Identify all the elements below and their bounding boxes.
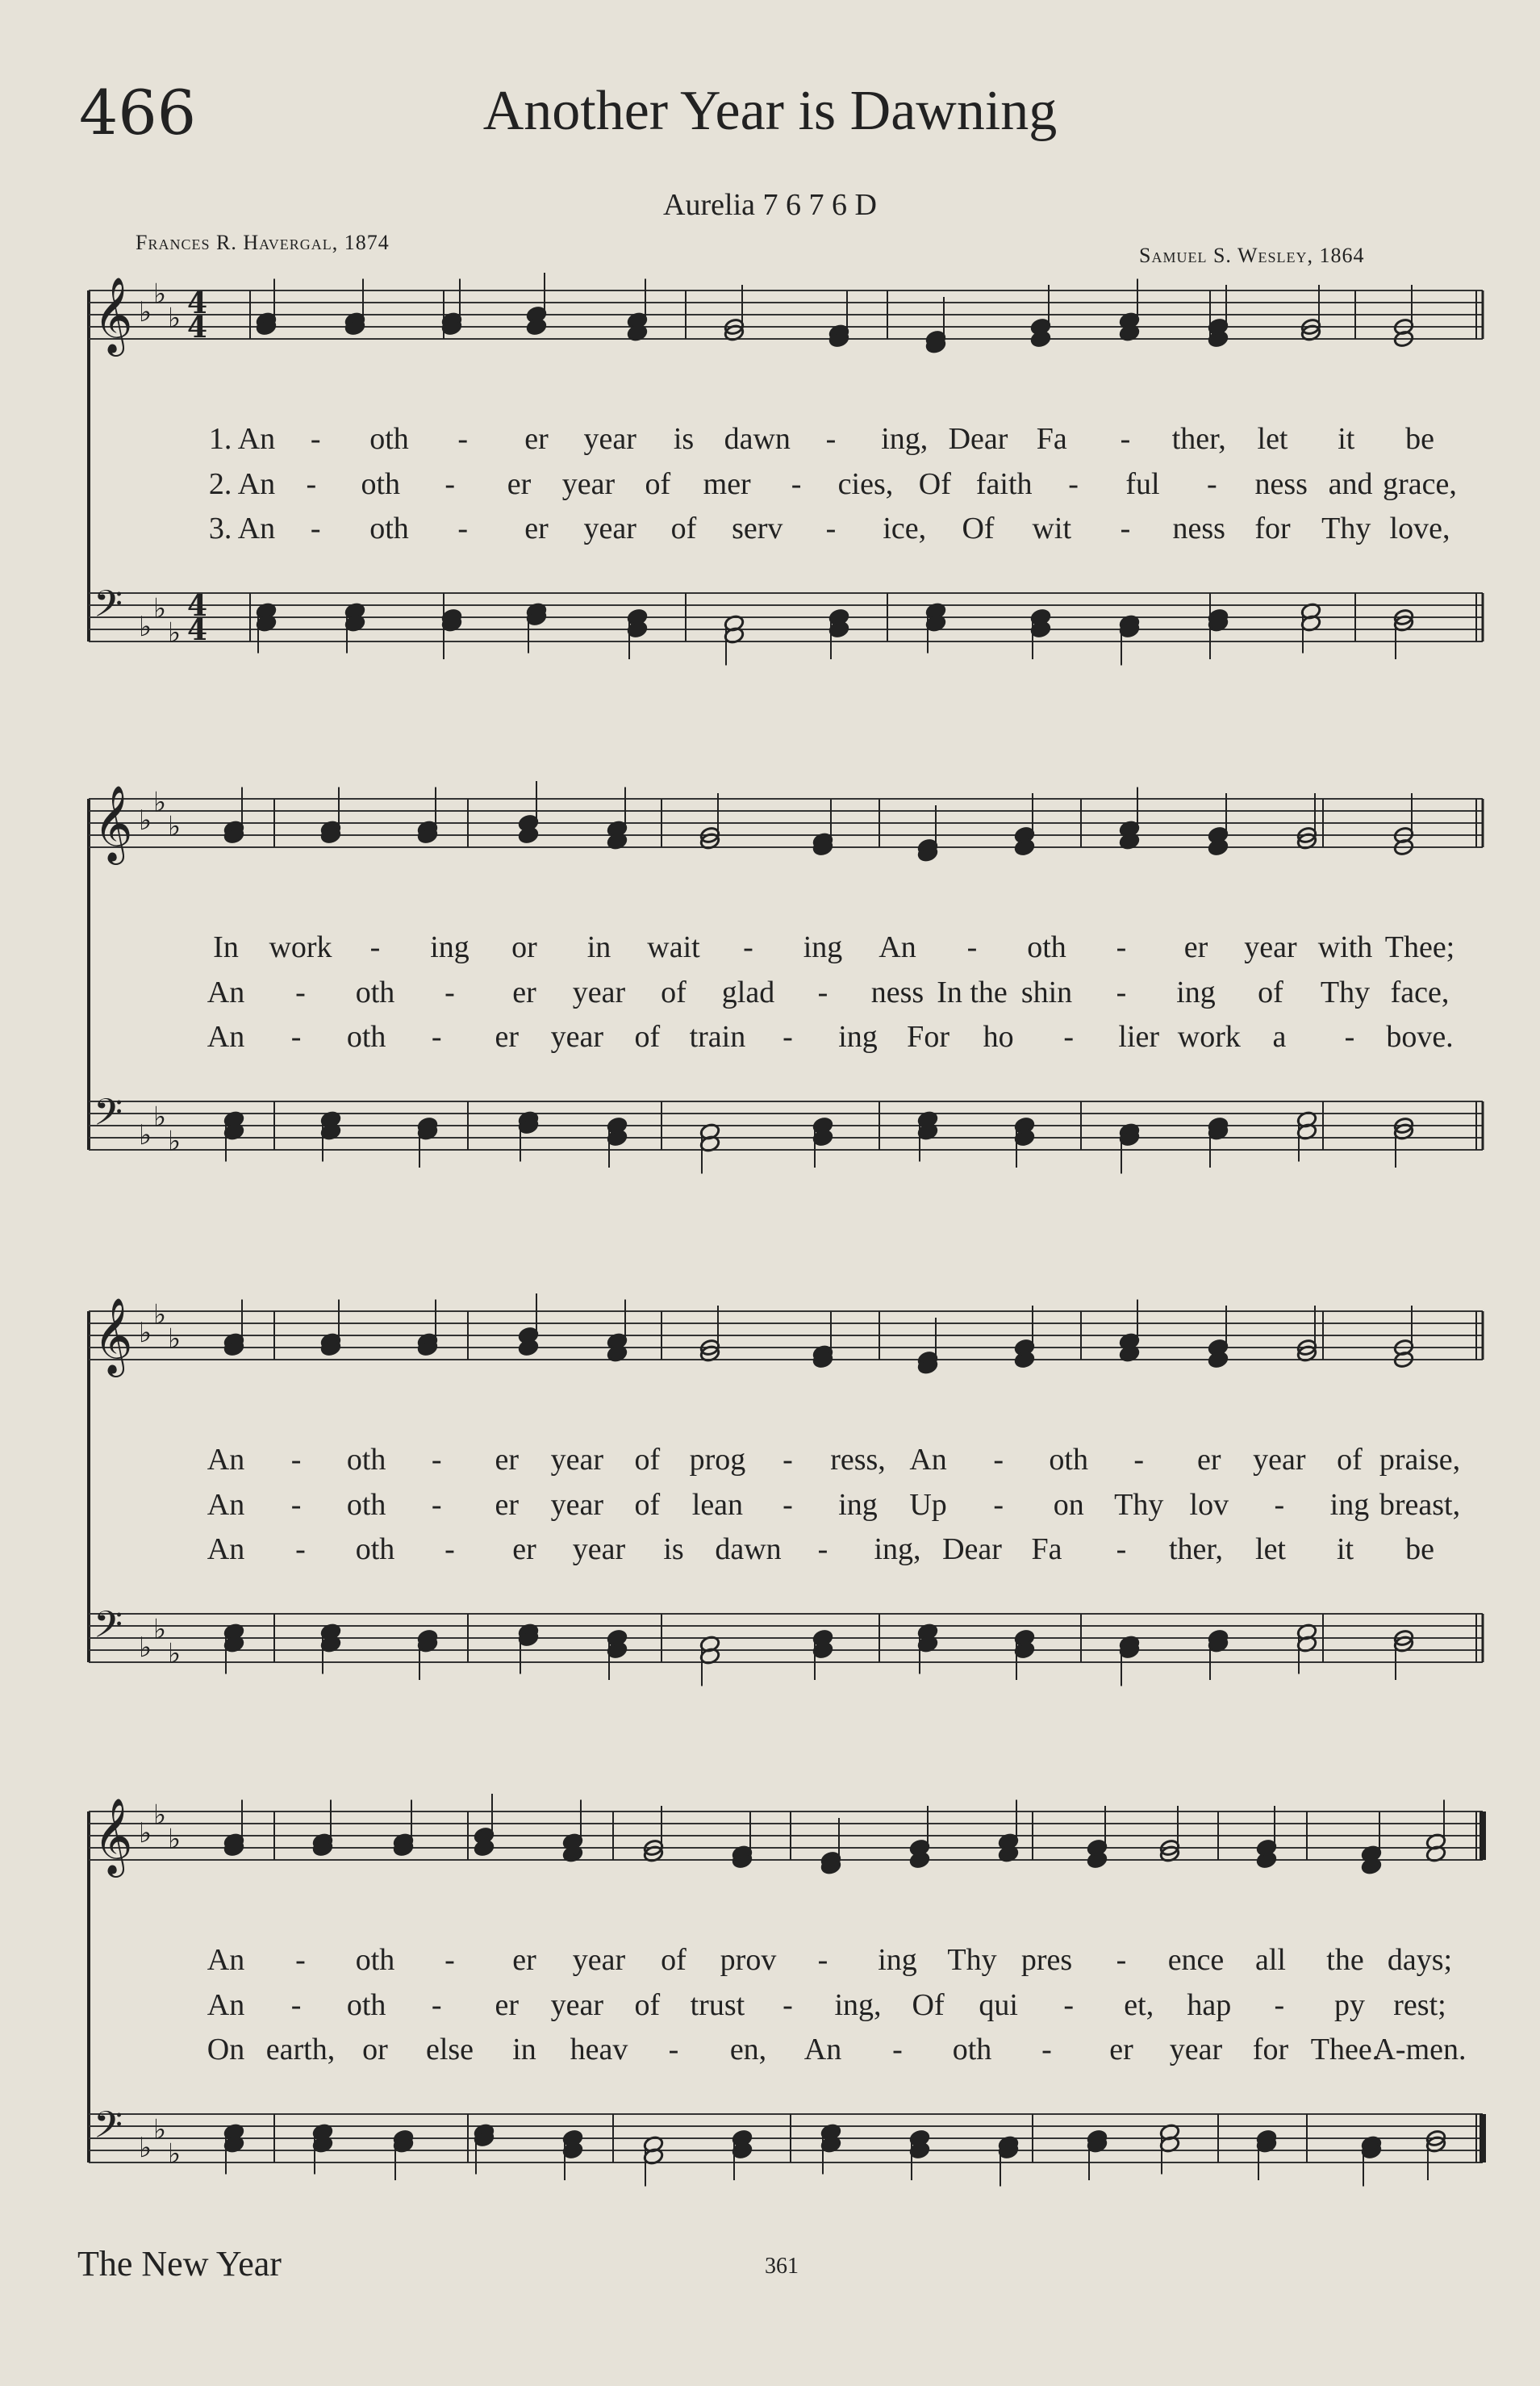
bass-staff	[89, 583, 1483, 666]
bass-staff	[89, 2104, 1483, 2187]
lyric-syllable: -	[1116, 930, 1127, 964]
lyric-syllable: shin	[1020, 976, 1073, 1009]
lyric-syllable: Of	[962, 512, 995, 545]
lyric-syllable: year	[583, 512, 636, 545]
lyric-syllable: -	[290, 1988, 302, 2022]
lyric-syllable: ress,	[830, 1443, 886, 1477]
lyric-syllable: lier	[1118, 1020, 1160, 1054]
lyric-syllable: er	[1197, 1443, 1221, 1477]
lyric-syllable: ful	[1125, 467, 1160, 501]
lyric-syllable: ence	[1167, 1943, 1225, 1977]
flat-icon: ♭	[139, 1317, 152, 1349]
page-number: 361	[765, 2254, 799, 2279]
flat-icon: ♭	[168, 302, 182, 335]
lyric-syllable: in	[586, 930, 611, 964]
author-credit: Frances R. Havergal, 1874	[136, 231, 390, 254]
lyric-syllable: er	[1183, 930, 1208, 964]
lyric-syllable: -	[295, 976, 306, 1009]
lyric-syllable: -	[817, 1943, 828, 1977]
lyric-syllable: er	[495, 1488, 519, 1522]
lyric-syllable: bove.	[1386, 1020, 1454, 1054]
lyric-syllable: of	[634, 1020, 661, 1054]
lyric-syllable: -	[1207, 467, 1217, 501]
lyric-syllable: er	[495, 1443, 519, 1477]
lyric-syllable: et,	[1124, 1988, 1154, 2022]
flat-icon: ♭	[153, 1101, 167, 1134]
lyric-syllable: er	[524, 512, 549, 545]
lyric-syllable: -	[1063, 1988, 1075, 2022]
lyric-syllable: -	[966, 930, 978, 964]
lyric-syllable: oth	[1027, 930, 1066, 964]
flat-icon: ♭	[168, 1823, 182, 1856]
lyric-syllable: be	[1405, 1532, 1434, 1566]
lyric-syllable: on	[1053, 1488, 1084, 1522]
lyric-syllable: -	[825, 512, 837, 545]
lyric-syllable: -	[444, 1943, 455, 1977]
tune-name-meter: Aurelia 7 6 7 6 D	[663, 188, 877, 222]
lyric-syllable: er	[512, 976, 536, 1009]
lyric-syllable: ing	[838, 1488, 878, 1522]
flat-icon: ♭	[153, 1799, 167, 1832]
lyric-syllable: Thy	[1320, 976, 1371, 1009]
lyric-syllable: glad	[721, 976, 775, 1009]
lyric-syllable: -	[1063, 1020, 1075, 1054]
lyric-syllable: oth	[346, 1988, 386, 2022]
lyric-syllable: -	[1344, 1020, 1355, 1054]
lyric-syllable: oth	[355, 1943, 395, 1977]
flat-icon: ♭	[139, 2132, 152, 2164]
lyric-syllable: -	[892, 2033, 903, 2066]
lyric-syllable: er	[507, 467, 532, 501]
footer-category: The New Year	[77, 2244, 282, 2284]
lyric-syllable: -	[290, 1488, 302, 1522]
flat-icon: ♭	[139, 804, 152, 837]
lyric-syllable: rest;	[1393, 1988, 1446, 2022]
lyric-syllable: of	[661, 1943, 687, 1977]
lyric-syllable: and	[1328, 467, 1373, 501]
lyric-syllable: ice,	[883, 512, 927, 545]
lyric-syllable: ness	[870, 976, 924, 1009]
lyric-syllable: Of	[918, 467, 951, 501]
lyric-syllable: An	[909, 1443, 947, 1477]
lyric-syllable: Dear	[948, 422, 1008, 456]
lyric-syllable: -	[1120, 422, 1131, 456]
lyric-syllable: qui	[979, 1988, 1018, 2022]
lyric-syllable: or	[511, 930, 537, 964]
lyric-syllable: year	[572, 976, 626, 1009]
treble-clef-icon: 𝄞	[94, 1297, 133, 1374]
lyric-syllable: -	[431, 1988, 442, 2022]
lyric-syllable: -	[295, 1943, 306, 1977]
lyric-syllable: -	[791, 467, 802, 501]
lyric-syllable: pres	[1020, 1943, 1073, 1977]
lyric-syllable: 3. An	[208, 512, 276, 545]
hymn-title: Another Year is Dawning	[482, 80, 1058, 142]
flat-icon: ♭	[168, 616, 182, 650]
lyric-syllable: An	[207, 1020, 245, 1054]
treble-staff	[89, 781, 1483, 865]
lyric-syllable: Up	[909, 1488, 947, 1522]
lyric-syllable: praise,	[1379, 1443, 1461, 1477]
lyric-syllable: -	[1116, 1943, 1127, 1977]
lyric-syllable: wait	[647, 930, 700, 964]
lyric-syllable: hap	[1187, 1988, 1232, 2022]
lyric-syllable: -	[993, 1488, 1004, 1522]
lyric-syllable: year	[550, 1443, 603, 1477]
lyric-syllable: -	[817, 1532, 828, 1566]
lyric-syllable: -	[431, 1020, 442, 1054]
lyric-syllable: An	[803, 2033, 842, 2066]
lyric-syllable: -	[825, 422, 837, 456]
lyric-syllable: let	[1257, 422, 1288, 456]
lyric-syllable: oth	[346, 1020, 386, 1054]
lyric-syllable: en,	[729, 2033, 767, 2066]
treble-staff	[89, 1794, 1483, 1878]
lyric-syllable: year	[572, 1943, 626, 1977]
lyric-syllable: love,	[1389, 512, 1450, 545]
lyric-syllable: ing,	[881, 422, 929, 456]
lyric-syllable: ing	[430, 930, 470, 964]
lyric-syllable: An	[207, 1488, 245, 1522]
lyric-syllable: oth	[346, 1488, 386, 1522]
verse-line-2	[0, 1487, 1540, 1527]
lyric-syllable: In	[213, 930, 239, 964]
treble-staff	[89, 1293, 1483, 1377]
lyric-syllable: -	[783, 1488, 793, 1522]
flat-icon: ♭	[153, 1613, 167, 1646]
lyric-syllable: ness	[1172, 512, 1225, 545]
lyric-syllable: year	[550, 1020, 603, 1054]
lyric-syllable: dawn	[724, 422, 791, 456]
lyric-syllable: -	[1120, 512, 1131, 545]
lyric-syllable: Thy	[1114, 1488, 1164, 1522]
flat-icon: ♭	[168, 1125, 182, 1158]
lyric-syllable: of	[1337, 1443, 1363, 1477]
lyric-syllable: ness	[1254, 467, 1308, 501]
lyric-syllable: er	[512, 1532, 536, 1566]
lyric-syllable: year	[1253, 1443, 1306, 1477]
lyric-syllable: year	[1169, 2033, 1223, 2066]
lyric-syllable: lean	[691, 1488, 744, 1522]
lyric-syllable: the	[1326, 1943, 1364, 1977]
bass-clef-icon: 𝄢	[94, 2104, 123, 2156]
lyric-syllable: er	[1109, 2033, 1133, 2066]
flat-icon: ♭	[153, 2113, 167, 2146]
flat-icon: ♭	[168, 1323, 182, 1356]
bass-staff	[89, 1603, 1483, 1686]
lyric-syllable: -	[431, 1443, 442, 1477]
lyric-syllable: An	[207, 1532, 245, 1566]
treble-staff	[89, 273, 1483, 357]
hymn-number: 466	[79, 77, 197, 148]
lyric-syllable: er	[524, 422, 549, 456]
verse-line-3	[0, 2032, 1540, 2072]
lyric-syllable: breast,	[1379, 1488, 1461, 1522]
lyric-syllable: Thy	[1321, 512, 1371, 545]
bass-clef-icon: 𝄢	[94, 1091, 123, 1143]
bass-clef-icon: 𝄢	[94, 1603, 123, 1656]
lyric-syllable: ing	[1176, 976, 1216, 1009]
lyric-syllable: of	[645, 467, 671, 501]
lyric-syllable: er	[495, 1988, 519, 2022]
lyric-syllable: oth	[355, 976, 395, 1009]
lyric-syllable: oth	[369, 422, 409, 456]
lyric-syllable: oth	[346, 1443, 386, 1477]
lyric-syllable: for	[1252, 2033, 1289, 2066]
lyric-syllable: -	[1041, 2033, 1052, 2066]
lyric-syllable: prog	[689, 1443, 746, 1477]
lyric-syllable: wit	[1032, 512, 1072, 545]
time-signature-digit: 4	[187, 589, 208, 623]
treble-clef-icon: 𝄞	[94, 277, 133, 353]
lyric-syllable: work	[1177, 1020, 1241, 1054]
lyric-syllable: prov	[720, 1943, 777, 1977]
lyric-syllable: year	[550, 1488, 603, 1522]
lyric-syllable: it	[1338, 422, 1355, 456]
lyric-syllable: -	[306, 467, 317, 501]
lyric-syllable: -	[993, 1443, 1004, 1477]
lyric-syllable: ther,	[1168, 1532, 1224, 1566]
verse-line-2	[0, 1987, 1540, 2028]
lyric-syllable: -	[444, 467, 455, 501]
lyric-syllable: An	[207, 1443, 245, 1477]
lyric-syllable: An	[207, 1988, 245, 2022]
lyric-syllable: for	[1254, 512, 1291, 545]
lyric-syllable: -	[1133, 1443, 1145, 1477]
flat-icon: ♭	[153, 592, 167, 625]
lyric-syllable: year	[572, 1532, 626, 1566]
lyric-syllable: train	[689, 1020, 746, 1054]
lyric-syllable: a	[1272, 1020, 1287, 1054]
lyric-syllable: oth	[361, 467, 401, 501]
treble-clef-icon: 𝄞	[94, 1798, 133, 1874]
lyric-syllable: else	[425, 2033, 474, 2066]
lyric-syllable: it	[1336, 1532, 1354, 1566]
lyric-syllable: -	[1068, 467, 1079, 501]
lyric-syllable: ho	[983, 1020, 1014, 1054]
composer-credit: Samuel S. Wesley, 1864	[1139, 244, 1365, 267]
lyric-syllable: For	[907, 1020, 949, 1054]
lyric-syllable: work	[269, 930, 332, 964]
lyric-syllable: 1. An	[208, 422, 276, 456]
lyric-syllable: er	[512, 1943, 536, 1977]
lyric-syllable: -	[457, 422, 469, 456]
lyric-syllable: faith	[975, 467, 1033, 501]
lyric-syllable: -	[444, 1532, 455, 1566]
verse-line-3	[0, 511, 1540, 551]
lyric-syllable: year	[583, 422, 636, 456]
lyric-syllable: -	[295, 1532, 306, 1566]
lyric-syllable: -	[783, 1443, 793, 1477]
lyric-syllable: -	[310, 512, 321, 545]
lyric-syllable: mer	[703, 467, 751, 501]
lyric-syllable: -	[457, 512, 469, 545]
lyric-syllable: -	[1116, 1532, 1127, 1566]
verse-line-1	[0, 1442, 1540, 1482]
flat-icon: ♭	[139, 611, 152, 643]
lyric-syllable: ing,	[834, 1988, 882, 2022]
lyric-syllable: Of	[912, 1988, 945, 2022]
lyric-syllable: dawn	[715, 1532, 782, 1566]
flat-icon: ♭	[139, 1119, 152, 1151]
lyric-syllable: ing	[878, 1943, 917, 1977]
verse-line-2	[0, 975, 1540, 1015]
lyric-syllable: -	[817, 976, 828, 1009]
lyric-syllable: in	[512, 2033, 536, 2066]
lyric-syllable: oth	[1049, 1443, 1088, 1477]
verse-line-1	[0, 421, 1540, 462]
lyric-syllable: cies,	[837, 467, 894, 501]
lyric-syllable: is	[663, 1532, 684, 1566]
lyric-syllable: be	[1405, 422, 1434, 456]
lyric-syllable: lov	[1189, 1488, 1229, 1522]
lyric-syllable: Dear	[942, 1532, 1002, 1566]
lyric-syllable: Thee.	[1310, 2033, 1380, 2066]
bass-staff	[89, 1091, 1483, 1174]
lyric-syllable: py	[1333, 1988, 1365, 2022]
flat-icon: ♭	[168, 1637, 182, 1670]
lyric-syllable: -	[743, 930, 753, 964]
lyric-syllable: ing,	[874, 1532, 921, 1566]
lyric-syllable: An	[879, 930, 916, 964]
lyric-syllable: oth	[952, 2033, 992, 2066]
lyric-syllable: trust	[690, 1988, 745, 2022]
bass-clef-icon: 𝄢	[94, 583, 123, 635]
lyric-syllable: ing	[838, 1020, 878, 1054]
lyric-syllable: all	[1255, 1943, 1286, 1977]
lyric-syllable: -	[1116, 976, 1127, 1009]
lyric-syllable: ing	[1329, 1488, 1370, 1522]
lyric-syllable: of	[670, 512, 697, 545]
lyric-syllable: -	[369, 930, 381, 964]
lyric-syllable: earth,	[265, 2033, 336, 2066]
lyric-syllable: -	[290, 1020, 302, 1054]
lyric-syllable: days;	[1387, 1943, 1453, 1977]
lyric-syllable: year	[561, 467, 616, 501]
lyric-syllable: -	[783, 1988, 793, 2022]
lyric-syllable: heav	[570, 2033, 628, 2066]
lyric-syllable: ing	[803, 930, 843, 964]
flat-icon: ♭	[153, 1298, 167, 1331]
lyric-syllable: Fa	[1031, 1532, 1062, 1566]
lyric-syllable: or	[362, 2033, 388, 2066]
lyric-syllable: let	[1255, 1532, 1286, 1566]
flat-icon: ♭	[139, 296, 152, 328]
treble-clef-icon: 𝄞	[94, 785, 133, 862]
lyric-syllable: oth	[369, 512, 409, 545]
lyric-syllable: of	[661, 976, 687, 1009]
verse-line-3	[0, 1531, 1540, 1572]
flat-icon: ♭	[168, 2137, 182, 2171]
flat-icon: ♭	[153, 786, 167, 819]
lyric-syllable: grace,	[1383, 467, 1457, 501]
lyric-syllable: -	[431, 1488, 442, 1522]
time-signature-digit: 4	[187, 311, 208, 345]
lyric-syllable: ther,	[1171, 422, 1226, 456]
lyric-syllable: In the	[937, 976, 1008, 1009]
lyric-syllable: Thy	[947, 1943, 997, 1977]
lyric-syllable: -	[444, 976, 455, 1009]
lyric-syllable: serv	[732, 512, 783, 545]
lyric-syllable: Fa	[1036, 422, 1067, 456]
lyric-syllable: is	[673, 422, 695, 456]
lyric-syllable: er	[495, 1020, 519, 1054]
flat-icon: ♭	[153, 278, 167, 311]
lyric-syllable: of	[634, 1988, 661, 2022]
lyric-syllable: An	[207, 976, 245, 1009]
lyric-syllable: -	[783, 1020, 793, 1054]
lyric-syllable: with	[1317, 930, 1373, 964]
lyric-syllable: of	[634, 1443, 661, 1477]
lyric-syllable: -	[290, 1443, 302, 1477]
lyric-syllable: Thee;	[1384, 930, 1455, 964]
verse-line-3	[0, 1019, 1540, 1059]
lyric-syllable: year	[550, 1988, 603, 2022]
lyric-syllable: An	[207, 1943, 245, 1977]
lyric-syllable: face,	[1390, 976, 1450, 1009]
lyric-syllable: A-men.	[1373, 2033, 1467, 2066]
flat-icon: ♭	[168, 810, 182, 843]
verse-line-2	[0, 466, 1540, 507]
time-signature-digit: 4	[187, 286, 208, 320]
lyric-syllable: -	[310, 422, 321, 456]
flat-icon: ♭	[139, 1817, 152, 1849]
lyric-syllable: -	[668, 2033, 679, 2066]
lyric-syllable: year	[1244, 930, 1297, 964]
lyric-syllable: On	[207, 2033, 245, 2066]
verse-line-1	[0, 1942, 1540, 1983]
verse-line-1	[0, 930, 1540, 970]
lyric-syllable: of	[634, 1488, 661, 1522]
lyric-syllable: -	[1274, 1488, 1285, 1522]
lyric-syllable: of	[1258, 976, 1283, 1009]
lyric-syllable: -	[1274, 1988, 1285, 2022]
time-signature-digit: 4	[187, 613, 208, 647]
lyric-syllable: 2. An	[208, 467, 276, 501]
flat-icon: ♭	[139, 1632, 152, 1664]
lyric-syllable: oth	[355, 1532, 395, 1566]
